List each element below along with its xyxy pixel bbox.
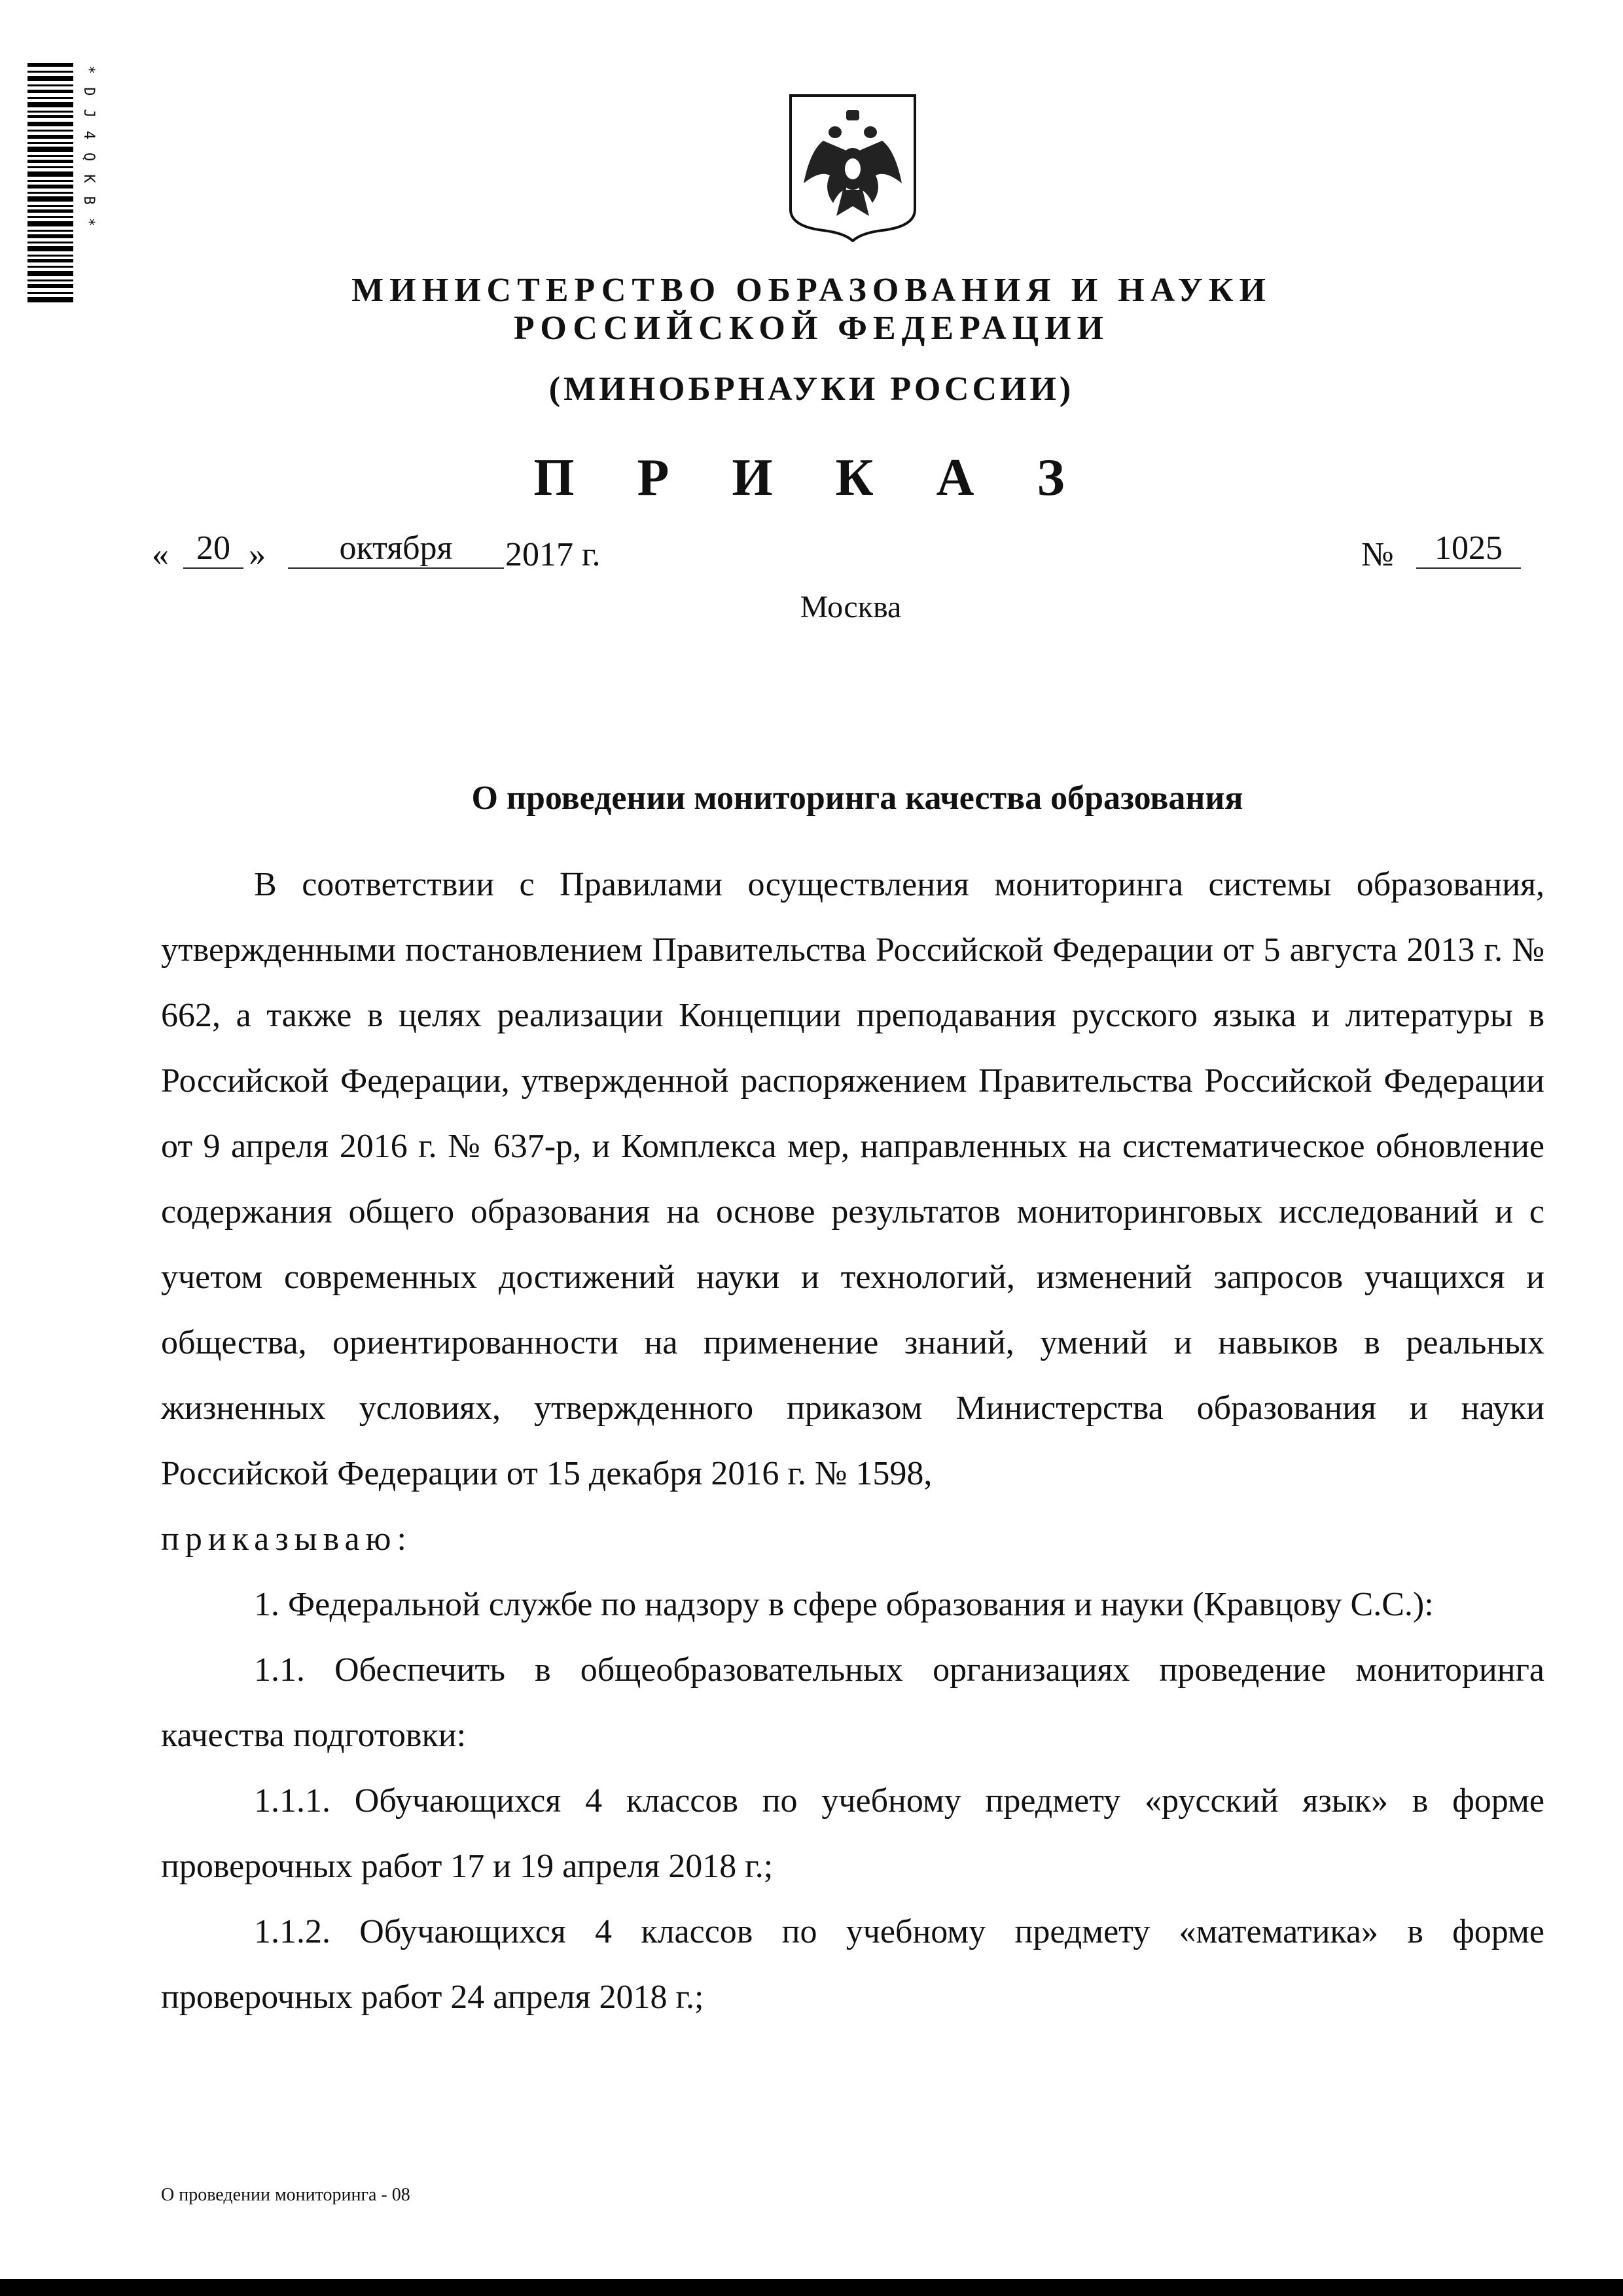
footer-text: О проведении мониторинга - 08 [161,2185,410,2205]
document-subject: О проведении мониторинга качества образования [471,780,1243,817]
ministry-short-name: (МИНОБРНАУКИ РОССИИ) [548,370,1075,408]
preamble-paragraph: В соответствии с Правилами осуществления мониторинга системы образования, утвержденными постановлением Правительства Российской Федерации от 5 августа 2013 г. № 662, а также в целях реализации Концепции преподавания русского языка и литературы в Российской Федерации, утвержденной распоряжением Правительства Российской Федерации от 9 апреля 2016 г. № 637-р, и Комплекса мер, направленных на систематическое обновление содержания общего образования на основе результатов мониторинговых исследований и с учетом современных достижений науки и технологий, изменений запросов учащихся и общества, ориентированности на применение знаний, умений и навыков в реальных жизненных условиях, утвержденного приказом Министерства образования и науки Российской Федерации от 15 декабря 2016 г. № 1598, [161,866,1544,1492]
document-type-title: П Р И К А З [533,449,1090,507]
ministry-name-line1: МИНИСТЕРСТВО ОБРАЗОВАНИЯ И НАУКИ [351,272,1272,309]
scan-edge-bar [0,2279,1623,2296]
barcode [27,63,73,305]
ministry-name-line2: РОССИЙСКОЙ ФЕДЕРАЦИИ [513,310,1110,347]
date-quote-open: « [152,536,169,573]
coat-of-arms-emblem [784,92,921,242]
barcode-code: *DJ4QKB* [80,65,97,240]
document-city: Москва [800,590,902,624]
date-day: 20 [183,529,243,569]
date-quote-close: » [249,536,266,573]
item-1-1: 1.1. Обеспечить в общеобразовательных организациях проведение мониторинга качества подготовки: [161,1651,1544,1754]
number-sign: № [1361,536,1394,573]
item-1-1-1: 1.1.1. Обучающихся 4 классов по учебному предмету «русский язык» в форме проверочных работ 17 и 19 апреля 2018 г.; [161,1782,1544,1885]
order-word: приказываю: [161,1520,412,1558]
item-1-1-2: 1.1.2. Обучающихся 4 классов по учебному предмету «математика» в форме проверочных работ 24 апреля 2018 г.; [161,1913,1544,2016]
date-year: 2017 г. [505,536,601,573]
item-1: 1. Федеральной службе по надзору в сфере образования и науки (Кравцову С.С.): [254,1586,1434,1623]
document-body [161,852,1544,2030]
date-month: октября [288,529,504,569]
document-number: 1025 [1416,529,1521,569]
